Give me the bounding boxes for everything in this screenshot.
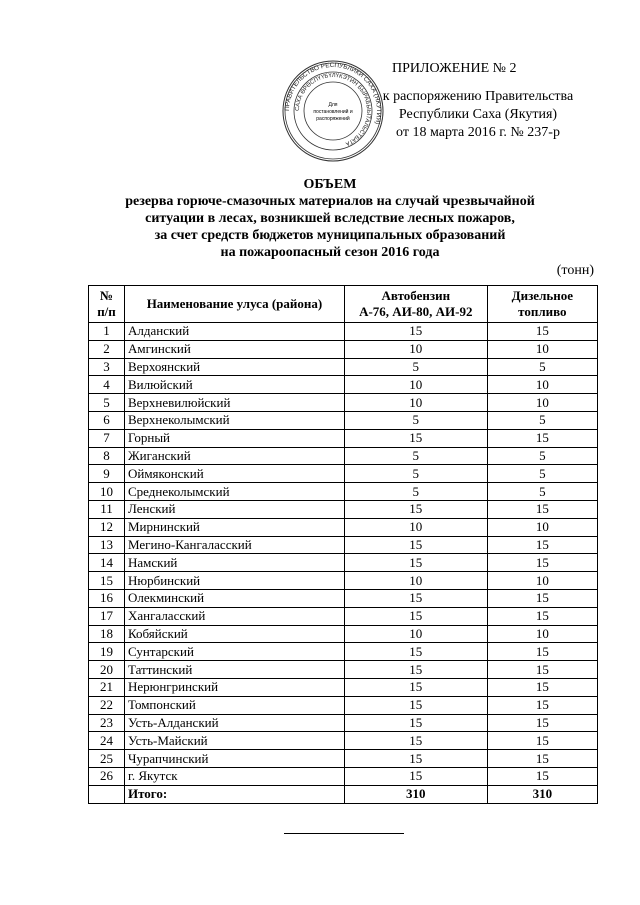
table-row bbox=[89, 696, 598, 714]
row-district: Жиганский bbox=[124, 447, 344, 465]
row-district: Усть-Майский bbox=[124, 732, 344, 750]
title-line-4: за счет средств бюджетов муниципальных образований bbox=[154, 228, 506, 243]
stamp-outer-text: ПРАВИТЕЛЬСТВО РЕСПУБЛИКИ САХА (ЯКУТИЯ) bbox=[283, 61, 383, 126]
row-number: 15 bbox=[89, 572, 125, 590]
row-diesel: 15 bbox=[487, 554, 597, 572]
row-district: Ленский bbox=[124, 500, 344, 518]
row-number: 16 bbox=[89, 589, 125, 607]
row-district: Кобяйский bbox=[124, 625, 344, 643]
row-diesel: 10 bbox=[487, 625, 597, 643]
row-number: 8 bbox=[89, 447, 125, 465]
table-row bbox=[89, 323, 598, 341]
row-district: г. Якутск bbox=[124, 767, 344, 785]
row-diesel: 5 bbox=[487, 447, 597, 465]
row-petrol: 15 bbox=[344, 607, 487, 625]
stamp-center-line-1: Для bbox=[328, 102, 338, 108]
row-petrol: 10 bbox=[344, 340, 487, 358]
row-district: Верхневилюйский bbox=[124, 394, 344, 412]
row-diesel: 15 bbox=[487, 732, 597, 750]
header-number bbox=[89, 286, 125, 323]
table-row bbox=[89, 625, 598, 643]
row-number: 10 bbox=[89, 483, 125, 501]
header-petrol-line-2: А-76, АИ-80, АИ-92 bbox=[359, 304, 473, 319]
row-number: 12 bbox=[89, 518, 125, 536]
table-total-row bbox=[89, 785, 598, 803]
table-row bbox=[89, 465, 598, 483]
table-row bbox=[89, 376, 598, 394]
row-petrol: 5 bbox=[344, 447, 487, 465]
table-row bbox=[89, 340, 598, 358]
document-title bbox=[60, 176, 600, 261]
row-petrol: 15 bbox=[344, 696, 487, 714]
row-number: 6 bbox=[89, 411, 125, 429]
table-row bbox=[89, 500, 598, 518]
stamp-inner-text: САХА ӨРӨСПҮҮБҮЛҮКЭТИН БЫРАБЫЫТАЛЬСТБАТА bbox=[294, 72, 372, 147]
row-number: 5 bbox=[89, 394, 125, 412]
total-label: Итого: bbox=[124, 785, 344, 803]
row-petrol: 15 bbox=[344, 554, 487, 572]
row-number: 18 bbox=[89, 625, 125, 643]
header-number-line-1: № bbox=[99, 288, 114, 303]
row-petrol: 15 bbox=[344, 732, 487, 750]
row-district: Мирнинский bbox=[124, 518, 344, 536]
order-line-2: Республики Саха (Якутия) bbox=[398, 107, 558, 122]
row-number: 11 bbox=[89, 500, 125, 518]
total-petrol: 310 bbox=[344, 785, 487, 803]
row-number: 2 bbox=[89, 340, 125, 358]
table-row bbox=[89, 767, 598, 785]
row-number: 21 bbox=[89, 678, 125, 696]
row-district: Хангаласский bbox=[124, 607, 344, 625]
row-petrol: 15 bbox=[344, 678, 487, 696]
row-petrol: 15 bbox=[344, 429, 487, 447]
official-stamp-icon bbox=[282, 60, 384, 162]
table-row bbox=[89, 661, 598, 679]
title-line-3: ситуации в лесах, возникшей вследствие лесных пожаров, bbox=[145, 211, 515, 226]
table-row bbox=[89, 394, 598, 412]
row-diesel: 15 bbox=[487, 607, 597, 625]
table-row bbox=[89, 643, 598, 661]
row-number: 9 bbox=[89, 465, 125, 483]
unit-label: (тонн) bbox=[556, 263, 594, 278]
row-district: Томпонский bbox=[124, 696, 344, 714]
row-petrol: 5 bbox=[344, 358, 487, 376]
row-petrol: 15 bbox=[344, 714, 487, 732]
header-diesel bbox=[487, 286, 597, 323]
table-row bbox=[89, 411, 598, 429]
table-row bbox=[89, 732, 598, 750]
table-row bbox=[89, 714, 598, 732]
row-diesel: 5 bbox=[487, 465, 597, 483]
row-petrol: 15 bbox=[344, 323, 487, 341]
row-petrol: 10 bbox=[344, 572, 487, 590]
row-number: 25 bbox=[89, 750, 125, 768]
row-number: 14 bbox=[89, 554, 125, 572]
row-district: Чурапчинский bbox=[124, 750, 344, 768]
row-district: Нерюнгринский bbox=[124, 678, 344, 696]
order-line-1: к распоряжению Правительства bbox=[382, 89, 574, 104]
row-number: 19 bbox=[89, 643, 125, 661]
row-diesel: 5 bbox=[487, 358, 597, 376]
row-petrol: 10 bbox=[344, 376, 487, 394]
row-number: 3 bbox=[89, 358, 125, 376]
row-district: Среднеколымский bbox=[124, 483, 344, 501]
row-number: 1 bbox=[89, 323, 125, 341]
row-district: Горный bbox=[124, 429, 344, 447]
row-diesel: 10 bbox=[487, 394, 597, 412]
stamp-center-line-3: распоряжений bbox=[316, 116, 350, 122]
row-diesel: 15 bbox=[487, 589, 597, 607]
total-number-cell bbox=[89, 785, 125, 803]
row-petrol: 5 bbox=[344, 465, 487, 483]
table-body bbox=[89, 323, 598, 786]
table-header-row bbox=[89, 286, 598, 323]
row-diesel: 15 bbox=[487, 323, 597, 341]
row-number: 26 bbox=[89, 767, 125, 785]
row-petrol: 10 bbox=[344, 394, 487, 412]
table-row bbox=[89, 536, 598, 554]
row-number: 7 bbox=[89, 429, 125, 447]
table-row bbox=[89, 750, 598, 768]
row-number: 24 bbox=[89, 732, 125, 750]
row-petrol: 15 bbox=[344, 643, 487, 661]
row-petrol: 15 bbox=[344, 767, 487, 785]
row-diesel: 15 bbox=[487, 696, 597, 714]
header-diesel-line-2: топливо bbox=[518, 304, 567, 319]
title-line-5: на пожароопасный сезон 2016 года bbox=[220, 245, 440, 260]
row-petrol: 15 bbox=[344, 661, 487, 679]
row-district: Сунтарский bbox=[124, 643, 344, 661]
table-row bbox=[89, 518, 598, 536]
row-district: Верхнеколымский bbox=[124, 411, 344, 429]
header-number-line-2: п/п bbox=[97, 304, 116, 319]
table-row bbox=[89, 483, 598, 501]
row-petrol: 15 bbox=[344, 589, 487, 607]
row-diesel: 15 bbox=[487, 661, 597, 679]
bottom-divider bbox=[284, 833, 404, 834]
row-petrol: 15 bbox=[344, 536, 487, 554]
row-district: Алданский bbox=[124, 323, 344, 341]
header-district-name: Наименование улуса (района) bbox=[124, 286, 344, 323]
row-district: Олекминский bbox=[124, 589, 344, 607]
table-row bbox=[89, 572, 598, 590]
table-row bbox=[89, 429, 598, 447]
table-row bbox=[89, 678, 598, 696]
row-diesel: 15 bbox=[487, 714, 597, 732]
table-row bbox=[89, 589, 598, 607]
row-diesel: 5 bbox=[487, 483, 597, 501]
row-district: Верхоянский bbox=[124, 358, 344, 376]
header-diesel-line-1: Дизельное bbox=[511, 288, 573, 303]
row-number: 22 bbox=[89, 696, 125, 714]
fuel-reserve-table bbox=[88, 285, 598, 804]
row-district: Мегино-Кангаласский bbox=[124, 536, 344, 554]
row-district: Таттинский bbox=[124, 661, 344, 679]
row-petrol: 5 bbox=[344, 483, 487, 501]
stamp-center-line-2: постановлений и bbox=[313, 109, 353, 115]
row-number: 4 bbox=[89, 376, 125, 394]
row-district: Усть-Алданский bbox=[124, 714, 344, 732]
row-district: Оймяконский bbox=[124, 465, 344, 483]
row-diesel: 15 bbox=[487, 643, 597, 661]
row-diesel: 10 bbox=[487, 518, 597, 536]
title-line-1: ОБЪЕМ bbox=[303, 177, 357, 192]
title-line-2: резерва горюче-смазочных материалов на случай чрезвычайной bbox=[125, 194, 535, 209]
row-district: Нюрбинский bbox=[124, 572, 344, 590]
row-number: 23 bbox=[89, 714, 125, 732]
row-diesel: 15 bbox=[487, 429, 597, 447]
order-reference bbox=[362, 88, 594, 142]
row-district: Намский bbox=[124, 554, 344, 572]
row-district: Амгинский bbox=[124, 340, 344, 358]
row-diesel: 15 bbox=[487, 767, 597, 785]
table-row bbox=[89, 607, 598, 625]
row-number: 13 bbox=[89, 536, 125, 554]
appendix-number: ПРИЛОЖЕНИЕ № 2 bbox=[392, 61, 517, 76]
row-petrol: 15 bbox=[344, 750, 487, 768]
row-petrol: 15 bbox=[344, 500, 487, 518]
row-diesel: 15 bbox=[487, 500, 597, 518]
row-diesel: 15 bbox=[487, 536, 597, 554]
table-row bbox=[89, 447, 598, 465]
row-district: Вилюйский bbox=[124, 376, 344, 394]
row-diesel: 10 bbox=[487, 376, 597, 394]
total-diesel: 310 bbox=[487, 785, 597, 803]
row-diesel: 10 bbox=[487, 340, 597, 358]
header-petrol bbox=[344, 286, 487, 323]
table-row bbox=[89, 358, 598, 376]
row-petrol: 10 bbox=[344, 518, 487, 536]
row-diesel: 15 bbox=[487, 750, 597, 768]
header-petrol-line-1: Автобензин bbox=[381, 288, 451, 303]
row-number: 20 bbox=[89, 661, 125, 679]
row-diesel: 5 bbox=[487, 411, 597, 429]
row-diesel: 10 bbox=[487, 572, 597, 590]
table-row bbox=[89, 554, 598, 572]
order-line-3: от 18 марта 2016 г. № 237-р bbox=[396, 125, 560, 140]
row-petrol: 5 bbox=[344, 411, 487, 429]
row-petrol: 10 bbox=[344, 625, 487, 643]
row-diesel: 15 bbox=[487, 678, 597, 696]
row-number: 17 bbox=[89, 607, 125, 625]
